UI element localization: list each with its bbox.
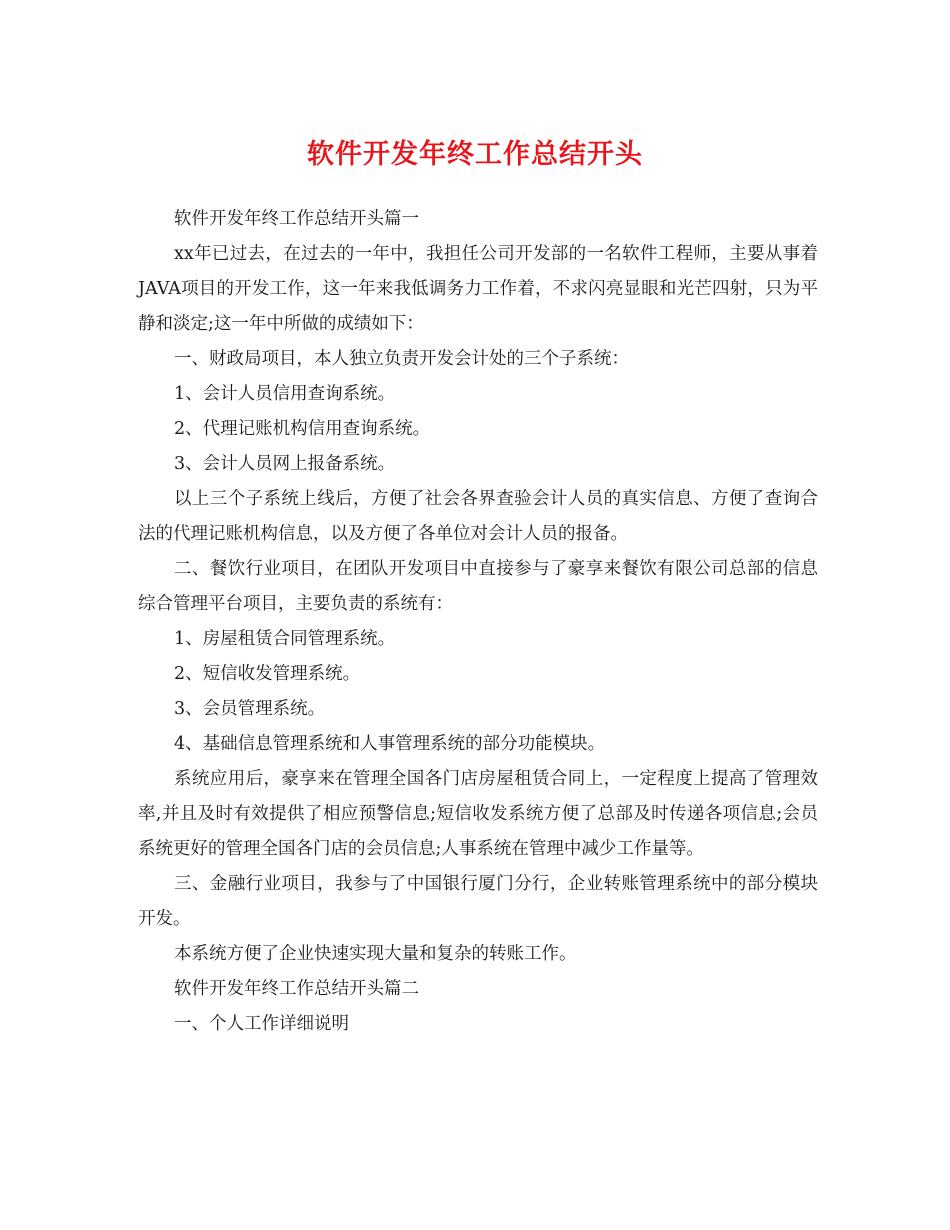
paragraph: 本系统方便了企业快速实现大量和复杂的转账工作。 [174,944,577,964]
list-item: 2、代理记账机构信用查询系统。 [174,419,431,439]
list-item: 1、会计人员信用查询系统。 [174,384,396,404]
list-item: 1、房屋租赁合同管理系统。 [174,629,396,649]
list-item: 2、短信收发管理系统。 [174,664,361,684]
paragraph: 系统应用后，豪享来在管理全国各门店房屋租赁合同上，一定程度上提高了管理效率,并且及时有效提供了相应预警信息;短信收发系统方便了总部及时传递各项信息;会员系统更好的管理全国各门店的会员信息;人事系统在管理中减少工作量等。 [138,769,818,859]
list-item: 4、基础信息管理系统和人事管理系统的部分功能模块。 [174,734,606,754]
paragraph: 软件开发年终工作总结开头篇二 [174,979,419,999]
document-body [138,202,818,1042]
paragraph: 以上三个子系统上线后，方便了社会各界查验会计人员的真实信息、方便了查询合法的代理记账机构信息，以及方便了各单位对会计人员的报备。 [138,489,818,544]
list-item: 3、会计人员网上报备系统。 [174,454,396,474]
paragraph: 一、个人工作详细说明 [174,1014,349,1034]
paragraph: xx年已过去，在过去的一年中，我担任公司开发部的一名软件工程师，主要从事着JAVA项目的开发工作，这一年来我低调务力工作着，不求闪亮显眼和光芒四射，只为平静和淡定;这一年中所做的成绩如下： [138,244,818,334]
paragraph: 三、金融行业项目，我参与了中国银行厦门分行，企业转账管理系统中的部分模块开发。 [138,874,818,929]
paragraph: 二、餐饮行业项目，在团队开发项目中直接参与了豪享来餐饮有限公司总部的信息综合管理平台项目，主要负责的系统有： [138,559,818,614]
document-title: 软件开发年终工作总结开头 [307,139,643,170]
paragraph: 软件开发年终工作总结开头篇一 [174,209,419,229]
list-item: 3、会员管理系统。 [174,699,326,719]
paragraph: 一、财政局项目，本人独立负责开发会计处的三个子系统： [174,349,629,369]
